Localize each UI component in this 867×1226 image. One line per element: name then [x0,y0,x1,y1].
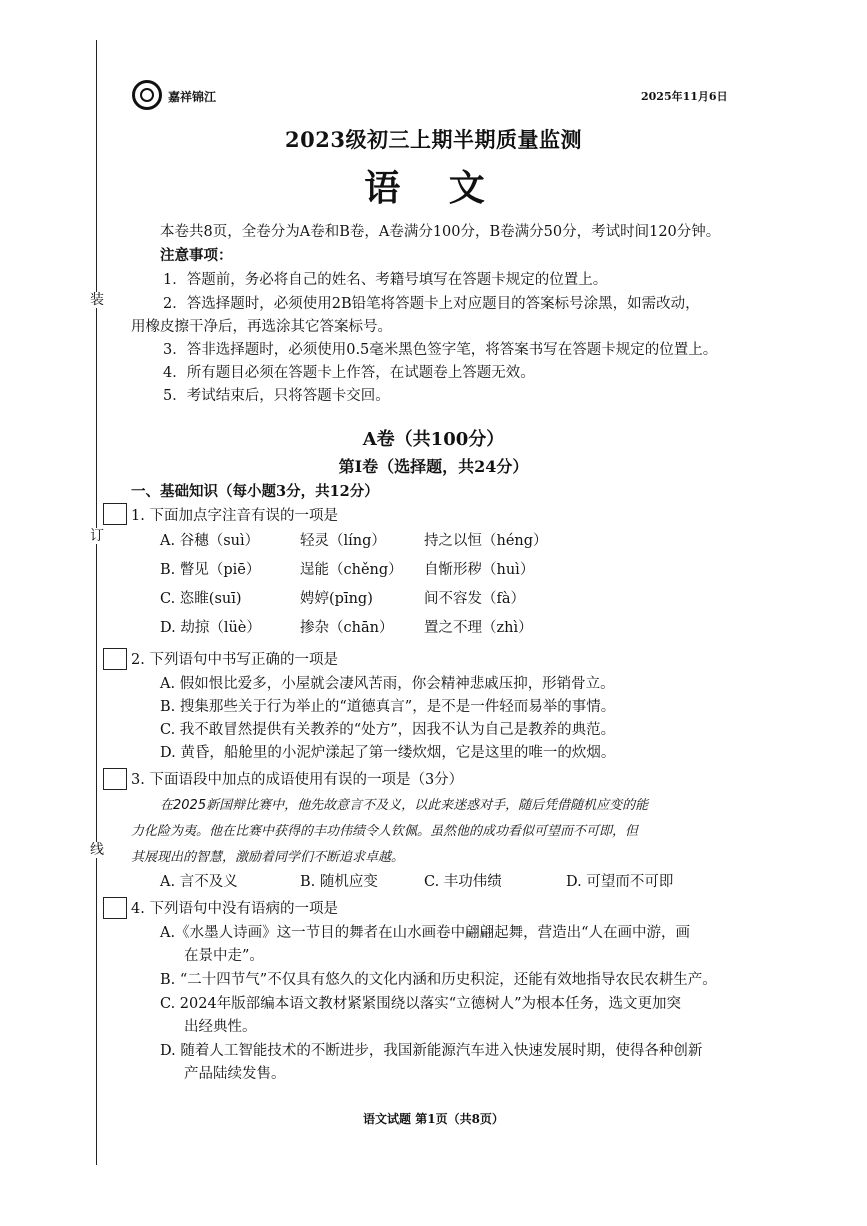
q4-option-continued: 出经典性。 [184,1019,257,1035]
q1-option: 娉婷(pīng) [300,591,373,607]
q1-option: 间不容发（fà） [424,591,526,607]
q4-option: C. 2024年版部编本语文教材紧紧围绕以落实“立德树人”为根本任务，选文更加突 [160,996,682,1012]
q3-passage-line: 其展现出的智慧，激励着同学们不断追求卓越。 [131,850,405,865]
question-2-stem: 2. 下列语句中书写正确的一项是 [131,652,338,668]
q4-option: B. “二十四节气”不仅具有悠久的文化内涵和历史积淀，还能有效地指导农民农耕生产。 [160,972,717,988]
q3-option: D. 可望而不可即 [566,874,674,890]
score-box [103,768,127,790]
q2-option: D. 黄昏，船舱里的小泥炉漾起了第一缕炊烟，它是这里的唯一的炊烟。 [160,745,616,761]
note-item: 3．答非选择题时，必须使用0.5毫米黑色签字笔，将答案书写在答题卡规定的位置上。 [163,342,718,358]
part-one-title: 第Ⅰ卷（选择题，共24分） [338,457,529,476]
note-item: 1．答题前，务必将自己的姓名、考籍号填写在答题卡规定的位置上。 [163,272,608,288]
print-date: 2025年11月6日 [641,90,728,103]
q2-option: C. 我不敢冒然提供有关教养的“处方”，因我不认为自己是教养的典范。 [160,722,616,738]
note-item: 2．答选择题时，必须使用2B铅笔将答题卡上对应题目的答案标号涂黑，如需改动， [163,296,700,312]
q1-option: 逞能（chěng） [300,562,403,578]
note-item: 4．所有题目必须在答题卡上作答，在试题卷上答题无效。 [163,365,535,381]
q1-option: 置之不理（zhì） [424,620,533,636]
notes-heading: 注意事项： [160,247,233,264]
q4-option: A.《水墨人诗画》这一节目的舞者在山水画卷中翩翩起舞，营造出“人在画中游，画 [160,925,690,941]
q3-passage-line: 力化险为夷。他在比赛中获得的丰功伟绩令人钦佩。虽然他的成功看似可望而不可即，但 [131,824,639,839]
q1-option: C. 恣睢(suī) [160,591,242,607]
q4-option-continued: 在景中走”。 [184,948,264,964]
q2-option: A. 假如恨比爱多，小屋就会凄风苦雨，你会精神悲戚压抑，形销骨立。 [160,676,615,692]
q1-option: 自惭形秽（huì） [424,562,535,578]
q1-option: D. 劫掠（lüè） [160,620,261,636]
question-4-stem: 4. 下列语句中没有语病的一项是 [131,901,338,917]
q1-option: A. 谷穗（suì） [160,533,260,549]
q2-option: B. 搜集那些关于行为举止的“道德真言”，是不是一件轻而易举的事情。 [160,699,616,715]
page-footer: 语文试题 第1页（共8页） [363,1112,504,1126]
score-box [103,897,127,919]
q4-option: D. 随着人工智能技术的不断进步，我国新能源汽车进入快速发展时期，使得各种创新 [160,1043,703,1059]
exam-summary: 本卷共8页，全卷分为A卷和B卷，A卷满分100分，B卷满分50分，考试时间120分钟。 [160,224,721,240]
binding-char-xian: 线 [90,842,104,858]
section-a-title: A卷（共100分） [362,429,505,450]
q3-passage-line: 在2025新国辩比赛中，他先故意言不及义，以此来迷惑对手，随后凭借随机应变的能 [160,798,649,813]
exam-title: 2023级初三上期半期质量监测 [285,127,582,152]
score-box [103,648,127,670]
score-box [103,503,127,525]
q3-option: C. 丰功伟绩 [424,874,502,890]
note-item: 用橡皮擦干净后，再选涂其它答案标号。 [131,319,392,335]
q1-option: B. 瞥见（piē） [160,562,261,578]
school-name: 嘉祥锦江 [168,90,217,104]
q4-option-continued: 产品陆续发售。 [184,1066,286,1082]
binding-char-ding: 订 [90,528,104,544]
binding-char-zhuang: 装 [90,292,104,308]
note-item: 5．考试结束后，只将答题卡交回。 [163,388,390,404]
q1-option: 掺杂（chān） [300,620,394,636]
subject-title: 语 文 [364,167,503,209]
q3-option: A. 言不及义 [160,874,238,890]
q1-option: 轻灵（líng） [300,533,386,549]
school-logo-icon [132,80,162,110]
question-1-stem: 1. 下面加点字注音有误的一项是 [131,508,338,524]
question-3-stem: 3. 下面语段中加点的成语使用有误的一项是（3分） [131,772,464,788]
q3-option: B. 随机应变 [300,874,378,890]
section-heading: 一、基础知识（每小题3分，共12分） [131,483,379,500]
q1-option: 持之以恒（héng） [424,533,548,549]
